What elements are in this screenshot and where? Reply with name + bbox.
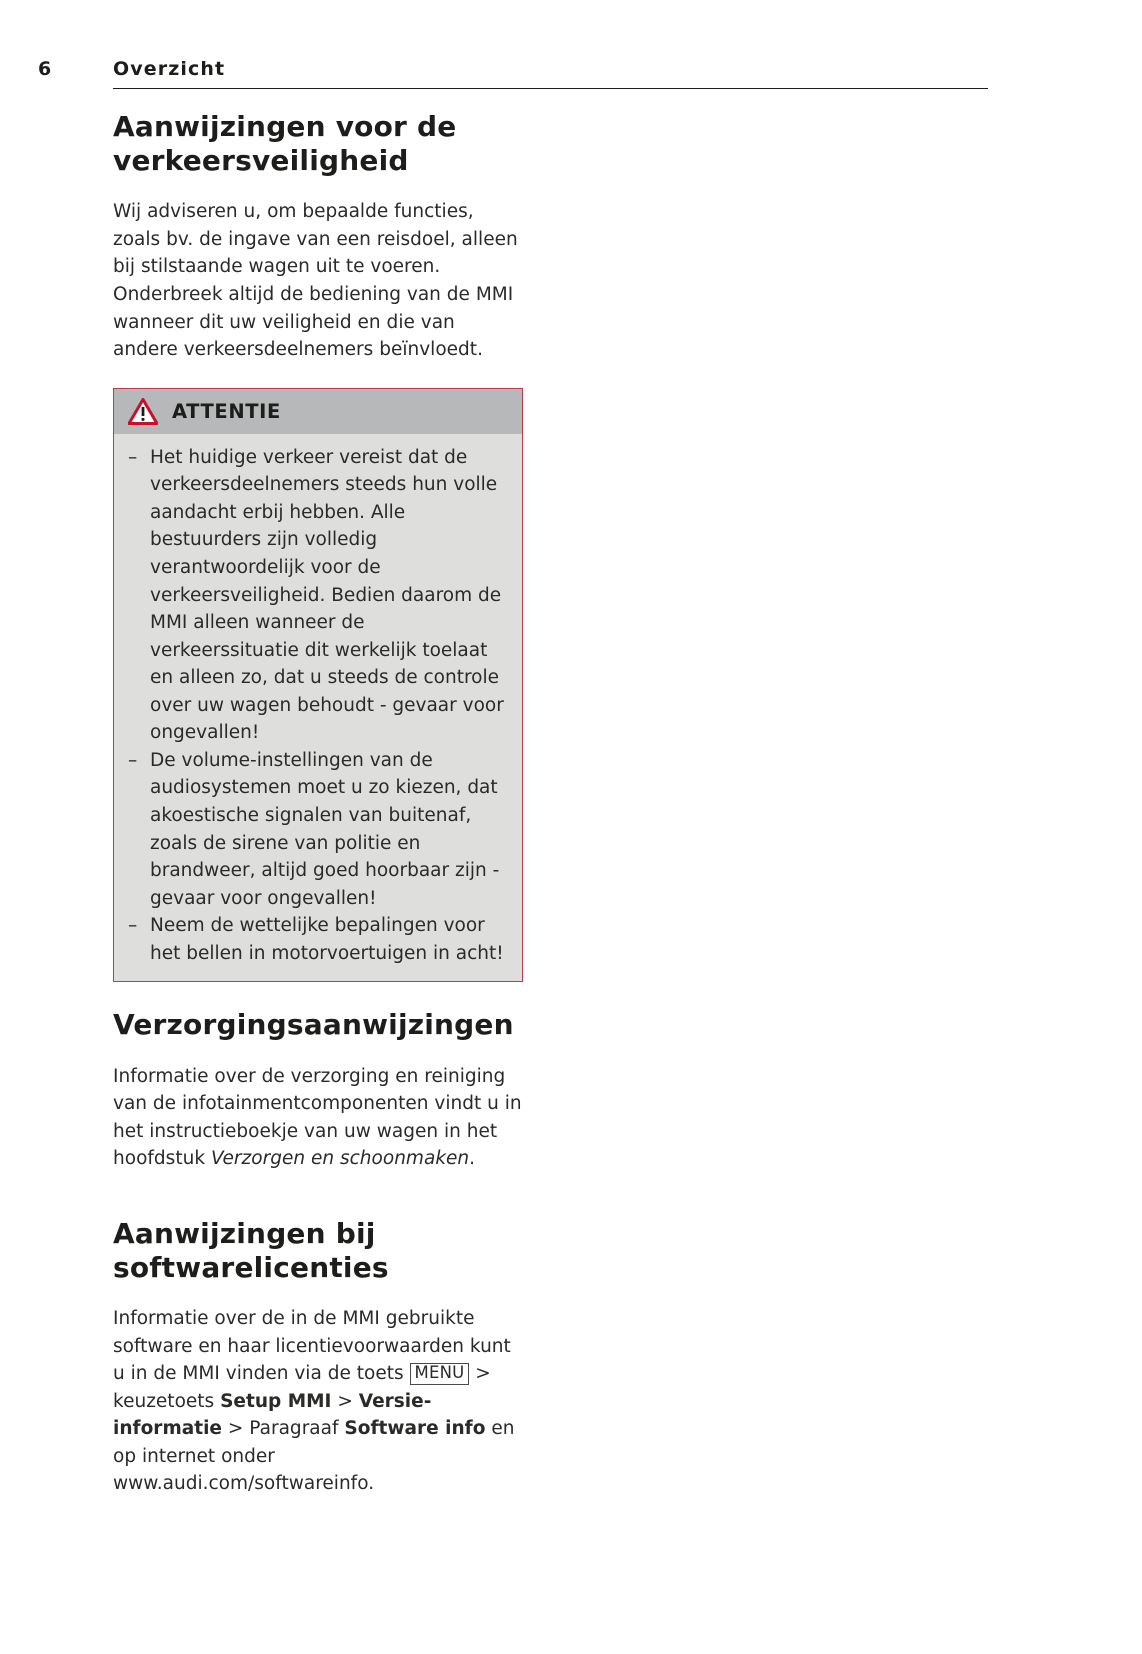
warning-box-label: ATTENTIE (172, 399, 281, 423)
section-title-software-licences: Aanwijzingen bij softwarelicenties (113, 1216, 389, 1284)
page-number: 6 (38, 58, 52, 80)
list-item: – Het huidige verkeer vereist dat de verkeersdeelnemers steeds hun volle aandacht erbij hebben. Alle bestuurders zijn volledig verantwoordelijk voor de verkeersveiligheid. Bedien daarom de MMI alleen wanneer de verkeerssituatie dit werkelijk toelaat en alleen zo, dat u steeds de controle over uw wagen behoudt - gevaar voor ongevallen! (128, 444, 510, 747)
content-column (113, 110, 525, 1516)
page-title: Aanwijzingen voor de verkeersveiligheid (113, 110, 457, 178)
care-text-part2: . (469, 1148, 476, 1170)
menu-path-setup-mmi: Setup MMI (220, 1390, 332, 1412)
section-title-care-instructions: Verzorgingsaanwijzingen (113, 1008, 514, 1042)
chapter-reference: Verzorgen en schoonmaken (210, 1148, 470, 1170)
header-divider (113, 88, 988, 89)
header-chapter-title: Overzicht (113, 58, 226, 80)
page-header (0, 58, 1142, 94)
care-text-part1: Informatie over de verzorging en reiniging van de infotainmentcomponenten vindt u in het instructieboekje van uw wagen in het hoofdstuk (113, 1065, 522, 1170)
intro-paragraph: Wij adviseren u, om bepaalde functies, zoals bv. de ingave van een reisdoel, alleen bij stilstaande wagen uit te voeren. Onderbreek altijd de bediening van de MMI wanneer dit uw veiligheid en die van andere verkeersdeelnemers beïnvloedt. (113, 201, 518, 361)
warning-box-body (114, 434, 522, 982)
list-item: – De volume-instellingen van de audiosystemen moet u zo kiezen, dat akoestische signalen van buitenaf, zoals de sirene van politie en brandweer, altijd goed hoorbaar zijn - gevaar voor ongevallen! (128, 747, 510, 912)
software-licences-paragraph (113, 1305, 525, 1498)
software-text-part2: > keuzetoets (113, 1363, 491, 1412)
software-text-part3: > (331, 1390, 359, 1412)
warning-box-header (114, 389, 522, 434)
menu-path-version-info: Versie-informatie (113, 1390, 432, 1440)
software-text-part4: > Paragraaf (222, 1418, 345, 1440)
warning-triangle-icon (128, 398, 158, 425)
attention-warning-box (113, 388, 523, 983)
menu-key-button[interactable]: MENU (410, 1363, 470, 1385)
care-instructions-paragraph (113, 1063, 525, 1173)
software-text-part1: Informatie over de in de MMI gebruikte software en haar licentievoorwaarden kunt u in de MMI vinden via de toets (113, 1308, 511, 1385)
software-text-part5: en op internet onder www.audi.com/softwareinfo. (113, 1418, 515, 1495)
warning-item-list (128, 444, 510, 968)
list-item: – Neem de wettelijke bepalingen voor het bellen in motorvoertuigen in acht! (128, 912, 510, 967)
menu-path-software-info: Software info (344, 1418, 486, 1440)
